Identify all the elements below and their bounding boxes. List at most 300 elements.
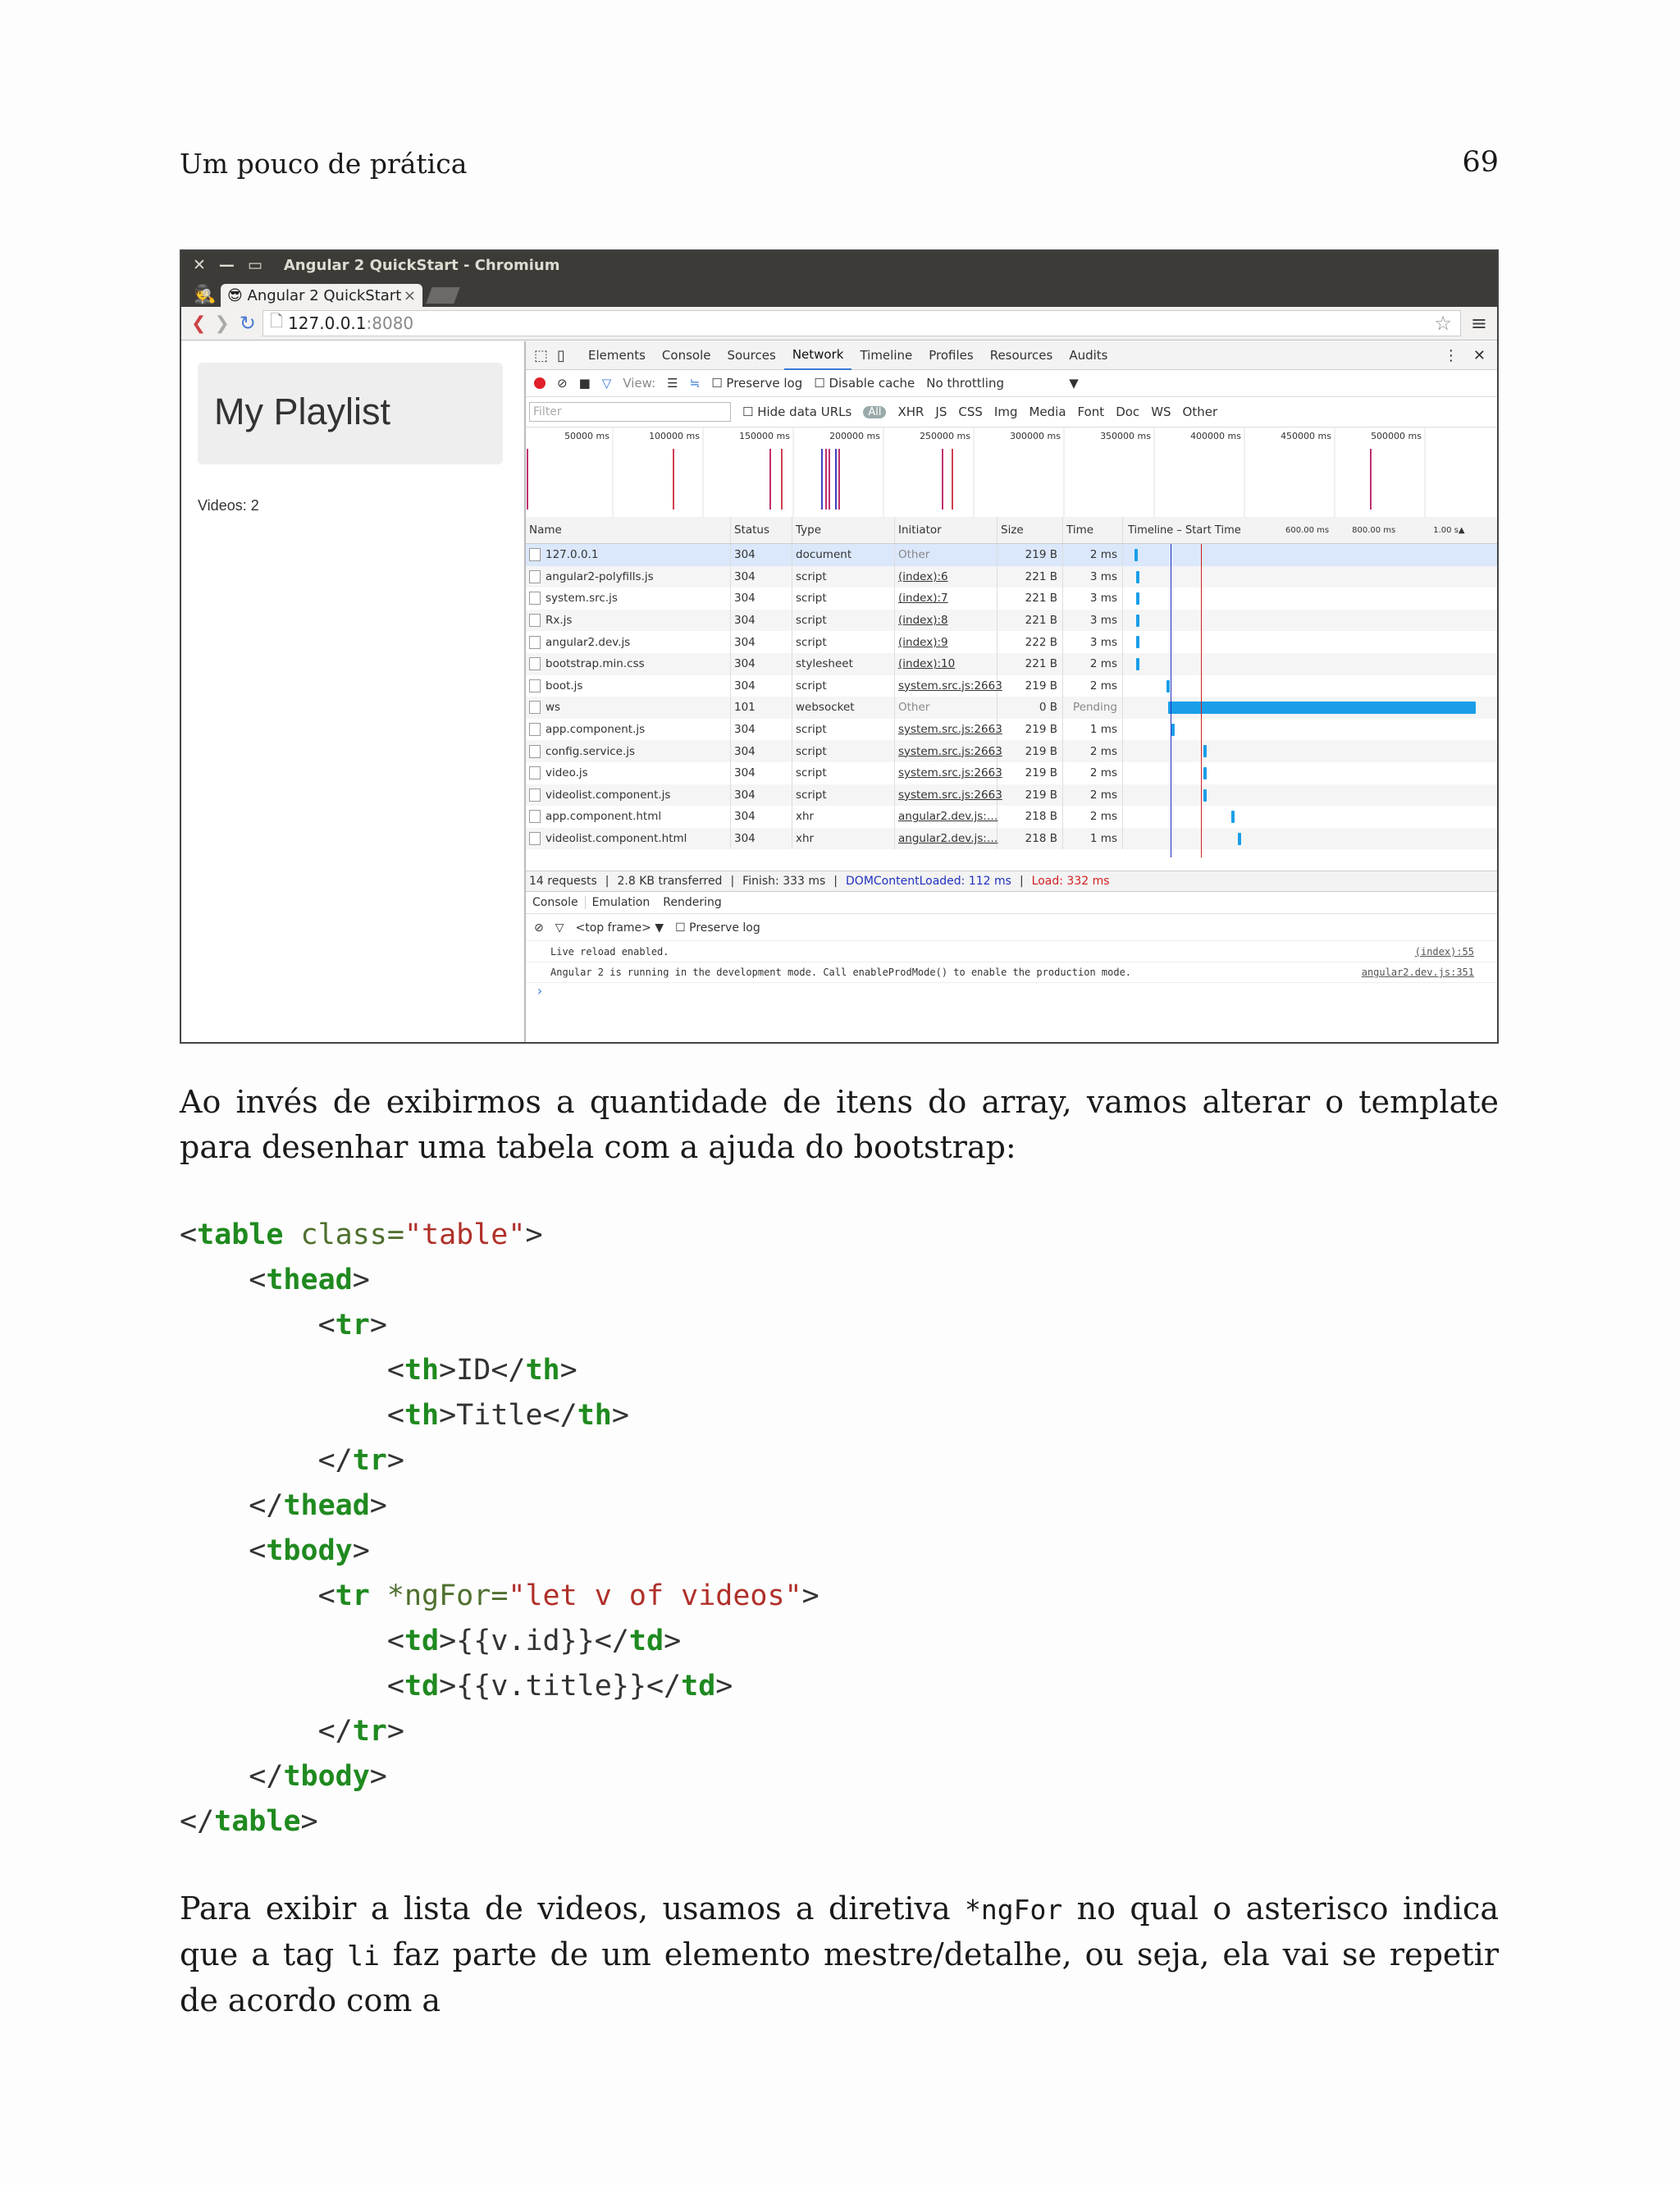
request-time: 2 ms: [1063, 675, 1123, 697]
paragraph-intro: Ao invés de exibirmos a quantidade de itens do array, vamos alterar o template para desenhar uma tabela com a ajuda do bootstrap:: [180, 1084, 1499, 1165]
drawer-tabs: [526, 892, 1497, 914]
request-initiator[interactable]: (index):9: [895, 631, 998, 653]
col-type[interactable]: Type: [792, 517, 895, 543]
request-initiator[interactable]: (index):10: [895, 653, 998, 675]
clear-icon[interactable]: ⊘: [557, 376, 568, 391]
request-status: 304: [731, 610, 792, 632]
record-icon[interactable]: [534, 377, 546, 389]
table-row[interactable]: [526, 762, 1497, 784]
summary-requests: 14 requests: [529, 875, 597, 888]
request-status: 304: [731, 544, 792, 566]
tab-profiles[interactable]: Profiles: [929, 348, 974, 363]
code-line: <td>{{v.id}}</td>: [180, 1625, 682, 1657]
close-window-icon[interactable]: ✕: [193, 256, 206, 274]
request-name-text: app.component.html: [546, 810, 662, 824]
col-time[interactable]: Time: [1063, 517, 1123, 543]
request-name[interactable]: [526, 631, 731, 653]
overview-tick-label: 300000 ms: [1010, 431, 1061, 441]
request-timeline: [1123, 631, 1497, 653]
app-viewport: [181, 341, 526, 1042]
request-initiator[interactable]: system.src.js:2663: [895, 719, 998, 741]
page-header-section: Um pouco de prática: [180, 148, 468, 180]
hide-data-urls-label: Hide data URLs: [757, 405, 852, 419]
file-icon: [529, 832, 541, 845]
request-timeline: [1123, 740, 1497, 762]
request-timeline: [1123, 544, 1497, 566]
tick-800ms: 800.00 ms: [1352, 525, 1396, 535]
preserve-log-label: Preserve log: [726, 376, 803, 391]
tick-1s: 1.00 s: [1433, 525, 1459, 535]
tab-favicon-icon: 😎: [227, 286, 243, 304]
request-initiator[interactable]: system.src.js:2663: [895, 675, 998, 697]
request-status: 304: [731, 631, 792, 653]
timeline-bar: [1168, 702, 1476, 714]
overview-tick-label: 150000 ms: [739, 431, 790, 441]
request-time: 3 ms: [1063, 566, 1123, 588]
filter-other[interactable]: Other: [1182, 405, 1218, 419]
browser-menu-icon[interactable]: ≡: [1470, 312, 1487, 335]
sep-4: |: [1019, 875, 1024, 888]
code-line: <tr>: [180, 1309, 387, 1342]
request-name[interactable]: [526, 610, 731, 632]
waterfall-view-icon[interactable]: ≒: [689, 376, 701, 391]
request-type: websocket: [792, 697, 895, 719]
request-name[interactable]: [526, 828, 731, 850]
file-icon: [529, 745, 541, 758]
drawer-tab-rendering[interactable]: Rendering: [663, 896, 722, 909]
console-preserve-checkbox[interactable]: ☐ Preserve log: [675, 921, 760, 935]
request-size: 221 B: [998, 610, 1063, 632]
inline-code-li: li: [347, 1940, 380, 1972]
request-initiator[interactable]: (index):8: [895, 610, 998, 632]
request-initiator[interactable]: system.src.js:2663: [895, 762, 998, 784]
request-size: 219 B: [998, 675, 1063, 697]
request-initiator[interactable]: angular2.dev.js:…: [895, 828, 998, 850]
devtools-tabs: [526, 341, 1497, 370]
request-status: 304: [731, 719, 792, 741]
request-initiator[interactable]: angular2.dev.js:…: [895, 806, 998, 828]
list-view-icon[interactable]: ☰: [667, 376, 678, 391]
request-status: 304: [731, 828, 792, 850]
filter-xhr[interactable]: XHR: [897, 405, 924, 419]
request-initiator[interactable]: (index):6: [895, 566, 998, 588]
request-name[interactable]: [526, 762, 731, 784]
request-size: 222 B: [998, 631, 1063, 653]
console-message-source[interactable]: angular2.dev.js:351: [1361, 967, 1474, 978]
timeline-bar: [1136, 571, 1139, 583]
request-size: 221 B: [998, 566, 1063, 588]
code-line: </tbody>: [180, 1760, 387, 1793]
request-name[interactable]: [526, 784, 731, 807]
console-messages: [526, 942, 1497, 999]
table-header: [526, 517, 1497, 544]
overview-tick-label: 450000 ms: [1281, 431, 1331, 441]
code-line: <th>ID</th>: [180, 1354, 578, 1387]
minimize-icon[interactable]: —: [218, 256, 235, 274]
request-time: 3 ms: [1063, 631, 1123, 653]
request-size: 221 B: [998, 587, 1063, 610]
network-filter-bar: [526, 397, 1497, 427]
request-status: 101: [731, 697, 792, 719]
summary-load: Load: 332 ms: [1031, 875, 1110, 888]
filter-all[interactable]: All: [863, 406, 886, 418]
file-icon: [529, 789, 541, 802]
table-row[interactable]: [526, 675, 1497, 697]
request-size: 219 B: [998, 762, 1063, 784]
window-controls: [193, 256, 262, 274]
request-timeline: [1123, 784, 1497, 807]
request-time: 3 ms: [1063, 587, 1123, 610]
table-row[interactable]: [526, 566, 1497, 588]
console-message-text: Angular 2 is running in the development mode. Call enableProdMode() to enable the production mode.: [550, 967, 1132, 978]
code-line: <tr *ngFor="let v of videos">: [180, 1579, 819, 1612]
preserve-log-checkbox[interactable]: ☐ Preserve log: [711, 376, 803, 391]
tab-network[interactable]: Network: [784, 341, 852, 370]
sep-1: |: [605, 875, 609, 888]
request-name-text: angular2.dev.js: [546, 635, 631, 649]
console-toolbar: [526, 916, 1497, 941]
request-size: 219 B: [998, 719, 1063, 741]
request-timeline: [1123, 566, 1497, 588]
request-time: 2 ms: [1063, 544, 1123, 566]
request-initiator[interactable]: system.src.js:2663: [895, 784, 998, 807]
col-size[interactable]: Size: [998, 517, 1063, 543]
file-icon: [529, 592, 541, 605]
code-line: <td>{{v.title}}</td>: [180, 1670, 733, 1703]
timeline-bar: [1231, 811, 1235, 823]
code-line: </tr>: [180, 1444, 404, 1477]
request-time: 2 ms: [1063, 740, 1123, 762]
disable-cache-label: Disable cache: [829, 376, 915, 391]
table-row[interactable]: [526, 544, 1497, 566]
filter-icon[interactable]: ▽: [601, 376, 612, 391]
request-status: 304: [731, 653, 792, 675]
request-timeline: [1123, 587, 1497, 610]
overview-marks: [526, 427, 1499, 519]
request-timeline: [1123, 610, 1497, 632]
overview-tick-label: 350000 ms: [1100, 431, 1151, 441]
request-name-text: 127.0.0.1: [546, 548, 599, 562]
throttling-select[interactable]: [926, 376, 1057, 391]
table-row[interactable]: [526, 587, 1497, 610]
timeline-bar: [1136, 592, 1139, 605]
request-time: 2 ms: [1063, 806, 1123, 828]
app-heading: My Playlist: [214, 391, 391, 432]
incognito-icon: 🕵: [194, 284, 217, 305]
devtools-close-icon[interactable]: ✕: [1472, 346, 1486, 364]
console-clear-icon[interactable]: ⊘: [534, 921, 544, 935]
file-icon: [529, 548, 541, 561]
overview-tick-label: 400000 ms: [1190, 431, 1241, 441]
load-marker: [1201, 544, 1202, 857]
table-row[interactable]: [526, 697, 1497, 719]
url-field[interactable]: [262, 310, 1461, 336]
request-name[interactable]: [526, 740, 731, 762]
network-summary: [526, 871, 1497, 892]
summary-domcontentloaded: DOMContentLoaded: 112 ms: [846, 875, 1011, 888]
code-line: </table>: [180, 1805, 318, 1838]
console-filter-icon[interactable]: ▽: [555, 921, 564, 935]
console-message-source[interactable]: (index):55: [1414, 946, 1474, 958]
request-type: script: [792, 631, 895, 653]
request-name-text: config.service.js: [546, 744, 636, 758]
request-time: 2 ms: [1063, 653, 1123, 675]
summary-finish: Finish: 333 ms: [742, 875, 826, 888]
request-size: 218 B: [998, 806, 1063, 828]
timeline-bar: [1136, 636, 1139, 648]
request-name-text: videolist.component.html: [546, 832, 687, 846]
device-mode-icon[interactable]: ▯: [557, 346, 565, 364]
overview-tick-label: 100000 ms: [649, 431, 700, 441]
tab-resources[interactable]: Resources: [989, 348, 1053, 363]
request-initiator[interactable]: (index):7: [895, 587, 998, 610]
overview-tick-label: 200000 ms: [829, 431, 880, 441]
table-row[interactable]: [526, 740, 1497, 762]
request-timeline: [1123, 697, 1497, 719]
timeline-bar: [1136, 658, 1139, 670]
table-row[interactable]: [526, 784, 1497, 807]
code-line: <tbody>: [180, 1534, 370, 1567]
disable-cache-checkbox[interactable]: ☐ Disable cache: [814, 376, 915, 391]
timeline-bar: [1203, 789, 1207, 802]
back-icon[interactable]: ❮: [191, 313, 207, 334]
console-message-text: Live reload enabled.: [550, 946, 669, 958]
console-preserve-label: Preserve log: [689, 921, 760, 935]
file-icon: [529, 679, 541, 693]
request-size: 219 B: [998, 784, 1063, 807]
table-row[interactable]: [526, 719, 1497, 741]
file-icon: [529, 723, 541, 736]
request-name-text: app.component.js: [546, 723, 646, 737]
request-name-text: angular2-polyfills.js: [546, 569, 654, 583]
timeline-bar: [1171, 724, 1175, 736]
table-row[interactable]: [526, 631, 1497, 653]
inspect-icon[interactable]: ⬚: [534, 346, 549, 364]
page-icon: 🗋: [269, 311, 284, 331]
col-status[interactable]: Status: [731, 517, 792, 543]
timeline-bar: [1203, 745, 1207, 757]
window-title: Angular 2 QuickStart - Chromium: [283, 256, 560, 274]
request-name[interactable]: [526, 653, 731, 675]
file-icon: [529, 614, 541, 627]
forward-icon[interactable]: ❯: [214, 313, 230, 334]
col-name[interactable]: Name: [526, 517, 731, 543]
request-type: xhr: [792, 828, 895, 850]
jumbotron: [198, 363, 503, 464]
capture-screenshots-icon[interactable]: ■: [578, 376, 591, 391]
paragraph-ngfor: Para exibir a lista de videos, usamos a diretiva *ngFor no qual o asterisco indica que a tag li faz parte de um elemento mestre/detalhe, ou seja, ela vai se repetir de acordo com a: [180, 1890, 1499, 2018]
request-size: 0 B: [998, 697, 1063, 719]
request-timeline: [1123, 828, 1497, 850]
summary-transferred: 2.8 KB transferred: [617, 875, 723, 888]
timeline-bar: [1238, 833, 1241, 845]
console-message: [526, 962, 1497, 983]
request-type: script: [792, 740, 895, 762]
file-icon: [529, 636, 541, 649]
filter-ws[interactable]: WS: [1151, 405, 1171, 419]
frame-select[interactable]: <top frame> ▼: [575, 921, 664, 935]
request-time: Pending: [1063, 697, 1123, 719]
file-icon: [529, 570, 541, 583]
request-type: script: [792, 587, 895, 610]
sort-asc-icon[interactable]: ▲: [1458, 525, 1465, 535]
request-timeline: [1123, 675, 1497, 697]
col-timeline[interactable]: [1123, 517, 1497, 543]
filter-js[interactable]: JS: [935, 405, 947, 419]
sep-3: |: [833, 875, 838, 888]
console-prompt[interactable]: ›: [536, 983, 544, 999]
request-type: xhr: [792, 806, 895, 828]
col-initiator[interactable]: Initiator: [895, 517, 998, 543]
browser-screenshot: [180, 249, 1499, 1044]
timeline-bar: [1203, 767, 1207, 779]
request-type: stylesheet: [792, 653, 895, 675]
code-listing: [180, 1213, 819, 1844]
request-type: script: [792, 566, 895, 588]
url-port: :8080: [366, 313, 414, 333]
devtools-menu-icon[interactable]: ⋮: [1443, 346, 1459, 364]
maximize-icon[interactable]: ▭: [247, 256, 262, 274]
timeline-bar: [1136, 615, 1139, 627]
request-type: script: [792, 784, 895, 807]
overview-tick-label: 500000 ms: [1371, 431, 1422, 441]
code-line: </tr>: [180, 1715, 404, 1748]
request-type: script: [792, 675, 895, 697]
close-tab-icon[interactable]: ×: [403, 286, 416, 304]
videos-count: Videos: 2: [198, 497, 259, 514]
filter-input[interactable]: Filter: [529, 402, 731, 422]
request-size: 219 B: [998, 544, 1063, 566]
hide-data-urls-checkbox[interactable]: ☐ Hide data URLs: [742, 405, 852, 419]
tab-elements[interactable]: Elements: [588, 348, 646, 363]
request-initiator: Other: [895, 697, 998, 719]
timeline-bar: [1134, 549, 1138, 561]
request-name[interactable]: [526, 587, 731, 610]
request-type: document: [792, 544, 895, 566]
network-overview[interactable]: [526, 427, 1497, 520]
drawer-tab-console[interactable]: Console: [526, 896, 586, 909]
bookmark-star-icon[interactable]: ☆: [1434, 312, 1452, 335]
filter-img[interactable]: Img: [993, 405, 1018, 419]
request-size: 218 B: [998, 828, 1063, 850]
reload-icon[interactable]: ↻: [239, 312, 256, 335]
request-status: 304: [731, 566, 792, 588]
request-type: script: [792, 719, 895, 741]
request-time: 3 ms: [1063, 610, 1123, 632]
filter-font[interactable]: Font: [1077, 405, 1105, 419]
new-tab-button[interactable]: [426, 287, 459, 304]
table-row[interactable]: [526, 806, 1497, 828]
request-status: 304: [731, 740, 792, 762]
request-status: 304: [731, 762, 792, 784]
timeline-bar: [1166, 680, 1170, 693]
console-message: [526, 942, 1497, 962]
filter-doc[interactable]: Doc: [1116, 405, 1140, 419]
request-name[interactable]: [526, 544, 731, 566]
request-name[interactable]: [526, 675, 731, 697]
tab-audits[interactable]: Audits: [1069, 348, 1108, 363]
request-timeline: [1123, 719, 1497, 741]
chevron-down-icon[interactable]: ▼: [1069, 376, 1079, 391]
network-toolbar: [526, 370, 1497, 397]
browser-tab[interactable]: [221, 284, 422, 307]
request-name-text: Rx.js: [546, 614, 573, 628]
requests-table: [526, 517, 1497, 849]
file-icon: [529, 701, 541, 714]
inline-code-ngfor: *ngFor: [965, 1894, 1063, 1926]
request-type: script: [792, 762, 895, 784]
drawer-tab-emulation[interactable]: Emulation: [591, 896, 651, 909]
tab-label: Angular 2 QuickStart: [247, 286, 402, 304]
frame-select-value: <top frame>: [575, 921, 651, 935]
tab-strip: [181, 279, 1497, 307]
request-time: 2 ms: [1063, 762, 1123, 784]
table-row[interactable]: [526, 610, 1497, 632]
view-label: View:: [623, 376, 656, 391]
request-initiator: Other: [895, 544, 998, 566]
request-timeline: [1123, 806, 1497, 828]
file-icon: [529, 766, 541, 779]
code-line: <th>Title</th>: [180, 1399, 629, 1432]
request-name[interactable]: [526, 566, 731, 588]
request-name-text: system.src.js: [546, 592, 618, 606]
tab-sources[interactable]: Sources: [727, 348, 776, 363]
request-name-text: video.js: [546, 766, 588, 780]
request-initiator[interactable]: system.src.js:2663: [895, 740, 998, 762]
sep-2: |: [730, 875, 735, 888]
devtools-panel: [526, 341, 1497, 1042]
request-status: 304: [731, 806, 792, 828]
request-status: 304: [731, 587, 792, 610]
request-name-text: boot.js: [546, 679, 583, 693]
request-name-text: videolist.component.js: [546, 788, 671, 802]
request-timeline: [1123, 762, 1497, 784]
request-name-text: ws: [546, 701, 561, 715]
tick-600ms: 600.00 ms: [1285, 525, 1330, 535]
file-icon: [529, 810, 541, 823]
request-name[interactable]: [526, 697, 731, 719]
window-titlebar: [181, 251, 1497, 279]
tab-console[interactable]: Console: [661, 348, 711, 363]
table-row[interactable]: [526, 653, 1497, 675]
page-number: 69: [1462, 146, 1499, 179]
filter-css[interactable]: CSS: [958, 405, 983, 419]
request-size: 219 B: [998, 740, 1063, 762]
url-host: 127.0.0.1: [288, 313, 367, 333]
address-bar: [181, 307, 1497, 341]
file-icon: [529, 657, 541, 670]
overview-tick-label: 50000 ms: [564, 431, 609, 441]
request-status: 304: [731, 675, 792, 697]
request-size: 221 B: [998, 653, 1063, 675]
code-line: </thead>: [180, 1489, 387, 1522]
table-body: [526, 544, 1497, 849]
request-name-text: bootstrap.min.css: [546, 657, 645, 671]
request-name[interactable]: [526, 806, 731, 828]
filter-media[interactable]: Media: [1029, 405, 1066, 419]
request-timeline: [1123, 653, 1497, 675]
request-time: 2 ms: [1063, 784, 1123, 807]
table-row[interactable]: [526, 828, 1497, 850]
code-line: <thead>: [180, 1264, 370, 1296]
request-name[interactable]: [526, 719, 731, 741]
request-time: 1 ms: [1063, 828, 1123, 850]
tab-timeline[interactable]: Timeline: [860, 348, 913, 363]
overview-tick-label: 250000 ms: [920, 431, 970, 441]
throttling-value: No throttling: [926, 376, 1004, 391]
code-line: <table class="table">: [180, 1218, 543, 1251]
col-timeline-label: Timeline – Start Time: [1128, 523, 1241, 537]
